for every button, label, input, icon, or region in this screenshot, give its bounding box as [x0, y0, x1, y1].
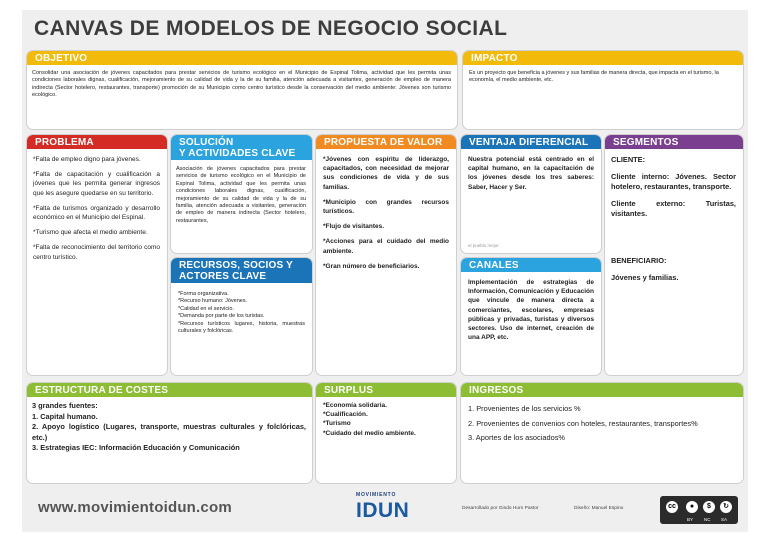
- beneficiario-text: Jóvenes y familias.: [611, 272, 679, 282]
- costes-section: [26, 382, 313, 484]
- cc-icon: cc: [664, 499, 680, 515]
- objetivo-text: Consolidar una asociación de jóvenes capacitados para prestar servicios de turismo ecológico en el Municipio de Espinal Tolima, actividad que les permita unas condiciones laborales dignas, cualificación, mejoramiento de su calidad de vida y la de su familia, atención adecuada a visitantes, generación de empleo de manera indirecta (Sector hotelero, restaurantes, transporte) promoción de su Municipio como centro turístico desde la conservación del medio ambiente: Jóvenes son turismo ecológico.: [32, 70, 451, 99]
- costes-list: [32, 401, 306, 454]
- problema-list: [33, 155, 160, 262]
- cliente-label: CLIENTE:: [611, 155, 646, 164]
- ventaja-header: VENTAJA DIFERENCIAL: [461, 135, 601, 149]
- objetivo-section: [26, 50, 458, 130]
- problema-item: *Falta de capacitación y cualificación a jóvenes que les permita generar ingresos que les asegure quedarse en su territorio.: [33, 171, 160, 197]
- creative-commons-badge: [660, 496, 738, 524]
- surplus-list: [323, 401, 448, 438]
- impacto-text: Es un proyecto que beneficia a jóvenes y sus familias de manera directa, que impacta en el turismo, la economía, el medio ambiente, etc.: [469, 70, 719, 84]
- solucion-header-line2: Y ACTIVIDADES CLAVE: [179, 148, 296, 159]
- cliente-externo: Cliente externo: Turistas, visitantes.: [611, 198, 736, 219]
- propuesta-item: *Jóvenes con espíritu de liderazgo, capacitados, con necesidad de mejorar sus condiciones de vida y de sus familias.: [323, 156, 449, 191]
- recursos-header-line1: RECURSOS, SOCIOS Y: [179, 260, 293, 271]
- ventaja-section: [460, 134, 602, 254]
- problema-header: PROBLEMA: [27, 135, 167, 149]
- problema-section: [26, 134, 168, 376]
- propuesta-item: *Gran número de beneficiarios.: [323, 262, 420, 270]
- sa-label: SA: [721, 517, 728, 522]
- recursos-item: *Recurso humano: Jóvenes.: [178, 298, 248, 305]
- recursos-section: [170, 257, 313, 376]
- page-title: CANVAS DE MODELOS DE NEGOCIO SOCIAL: [34, 17, 508, 40]
- solucion-section: [170, 134, 313, 254]
- by-icon: ●: [684, 499, 700, 515]
- beneficiario-label: BENEFICIARIO:: [611, 255, 667, 265]
- recursos-item: *Demanda por parte de los turistas.: [178, 313, 265, 320]
- costes-item: 2. Apoyo logístico (Lugares, transporte, muestras culturales y folclóricas, etc.): [32, 422, 306, 442]
- ingresos-list: [468, 402, 735, 446]
- objetivo-header: OBJETIVO: [27, 51, 457, 65]
- segmentos-header: SEGMENTOS: [605, 135, 743, 149]
- credit-developer: Desarrollado por Gindo Hurn Pastor: [462, 506, 539, 511]
- ingresos-item: 2. Provenientes de convenios con hoteles, restaurantes, transportes%: [468, 418, 698, 428]
- credit-designer: Diseño: Manuel Espino: [574, 506, 624, 511]
- ingresos-item: 3. Aportes de los asociados%: [468, 433, 565, 442]
- segmentos-section: [604, 134, 744, 376]
- propuesta-item: *Municipio con grandes recursos turísticos.: [323, 198, 449, 216]
- website-link[interactable]: www.movimientoidun.com: [38, 499, 232, 516]
- brand-logo-small-text: MOVIMIENTO: [356, 492, 397, 498]
- problema-item: *Falta de turismos organizado y desarrollo económico en el Municipio del Espinal.: [33, 204, 160, 222]
- surplus-item: *Cualificación.: [323, 411, 368, 419]
- solucion-header: [171, 135, 312, 160]
- problema-item: *Falta de empleo digno para jóvenes.: [33, 156, 141, 163]
- surplus-item: *Economía solidaria.: [323, 402, 387, 409]
- propuesta-section: [315, 134, 457, 376]
- propuesta-header: PROPUESTA DE VALOR: [316, 135, 456, 149]
- surplus-item: *Cuidado del medio ambiente.: [323, 429, 416, 437]
- recursos-header-line2: ACTORES CLAVE: [179, 271, 267, 282]
- canales-text: Implementación de estrategias de Información, Comunicación y Educación que vincule de manera directa a comerciantes, escolares, empresas públicas y privadas, turistas y diversos sectores. Uso de internet, creación de una APP, etc.: [468, 279, 594, 342]
- costes-item: 3 grandes fuentes:: [32, 401, 98, 410]
- impacto-header: IMPACTO: [463, 51, 743, 65]
- propuesta-item: *Flujo de visitantes.: [323, 223, 385, 231]
- segmentos-content: [611, 155, 736, 283]
- propuesta-list: [323, 155, 449, 271]
- problema-item: *Falta de reconocimiento del territorio como centro turístico.: [33, 244, 160, 261]
- recursos-header: [171, 258, 312, 283]
- recursos-item: *Forma organizativa.: [178, 291, 229, 297]
- sa-icon: ↻: [718, 499, 734, 515]
- solucion-header-line1: SOLUCIÓN: [179, 137, 234, 148]
- by-label: BY: [687, 517, 694, 522]
- ventaja-text: Nuestra potencial está centrado en el capital humano, en la capacitación de los jóvenes desde los tres saberes: Saber, Hacer y Ser.: [468, 156, 594, 191]
- canales-header: CANALES: [461, 258, 601, 272]
- solucion-text: Asociación de jóvenes capacitados para prestar servicios de turismo ecológico en el Municipio de Espinal Tolima, actividad que les permita unas condiciones laborales dignas, cualificación, mejoramiento de su calidad de vida y la de su familia, atención adecuada a visitantes, generación de empleo de manera indirecta (Sector hotelero, restaurantes,: [176, 166, 306, 224]
- ingresos-section: [460, 382, 744, 484]
- canales-section: [460, 257, 602, 376]
- ingresos-item: 1. Provenientes de los servicios %: [468, 404, 581, 413]
- surplus-section: [315, 382, 457, 484]
- cliente-interno: Cliente interno: Jóvenes. Sector hotelero, restaurantes, transporte.: [611, 171, 736, 192]
- recursos-item: *Calidad en el servicio.: [178, 305, 234, 312]
- ingresos-header: INGRESOS: [461, 383, 743, 397]
- recursos-list: [178, 291, 305, 335]
- nc-label: NC: [704, 517, 711, 522]
- ventaja-overflow-text: el pueblo mejor.: [468, 243, 500, 248]
- nc-icon: $: [701, 499, 717, 515]
- impacto-section: [462, 50, 744, 130]
- surplus-item: *Turismo: [323, 420, 351, 428]
- costes-item: 3. Estrategias IEC: Información Educación y Comunicación: [32, 443, 240, 453]
- costes-header: ESTRUCTURA DE COSTES: [27, 383, 312, 397]
- recursos-item: *Recursos turísticos lugares, historia, muestras culturales y folclóricas.: [178, 320, 305, 335]
- propuesta-item: *Acciones para el cuidado del medio ambiente.: [323, 238, 449, 255]
- surplus-header: SURPLUS: [316, 383, 456, 397]
- problema-item: *Turismo que afecta el medio ambiente.: [33, 229, 148, 237]
- brand-logo: IDUN: [356, 499, 410, 522]
- costes-item: 1. Capital humano.: [32, 411, 98, 421]
